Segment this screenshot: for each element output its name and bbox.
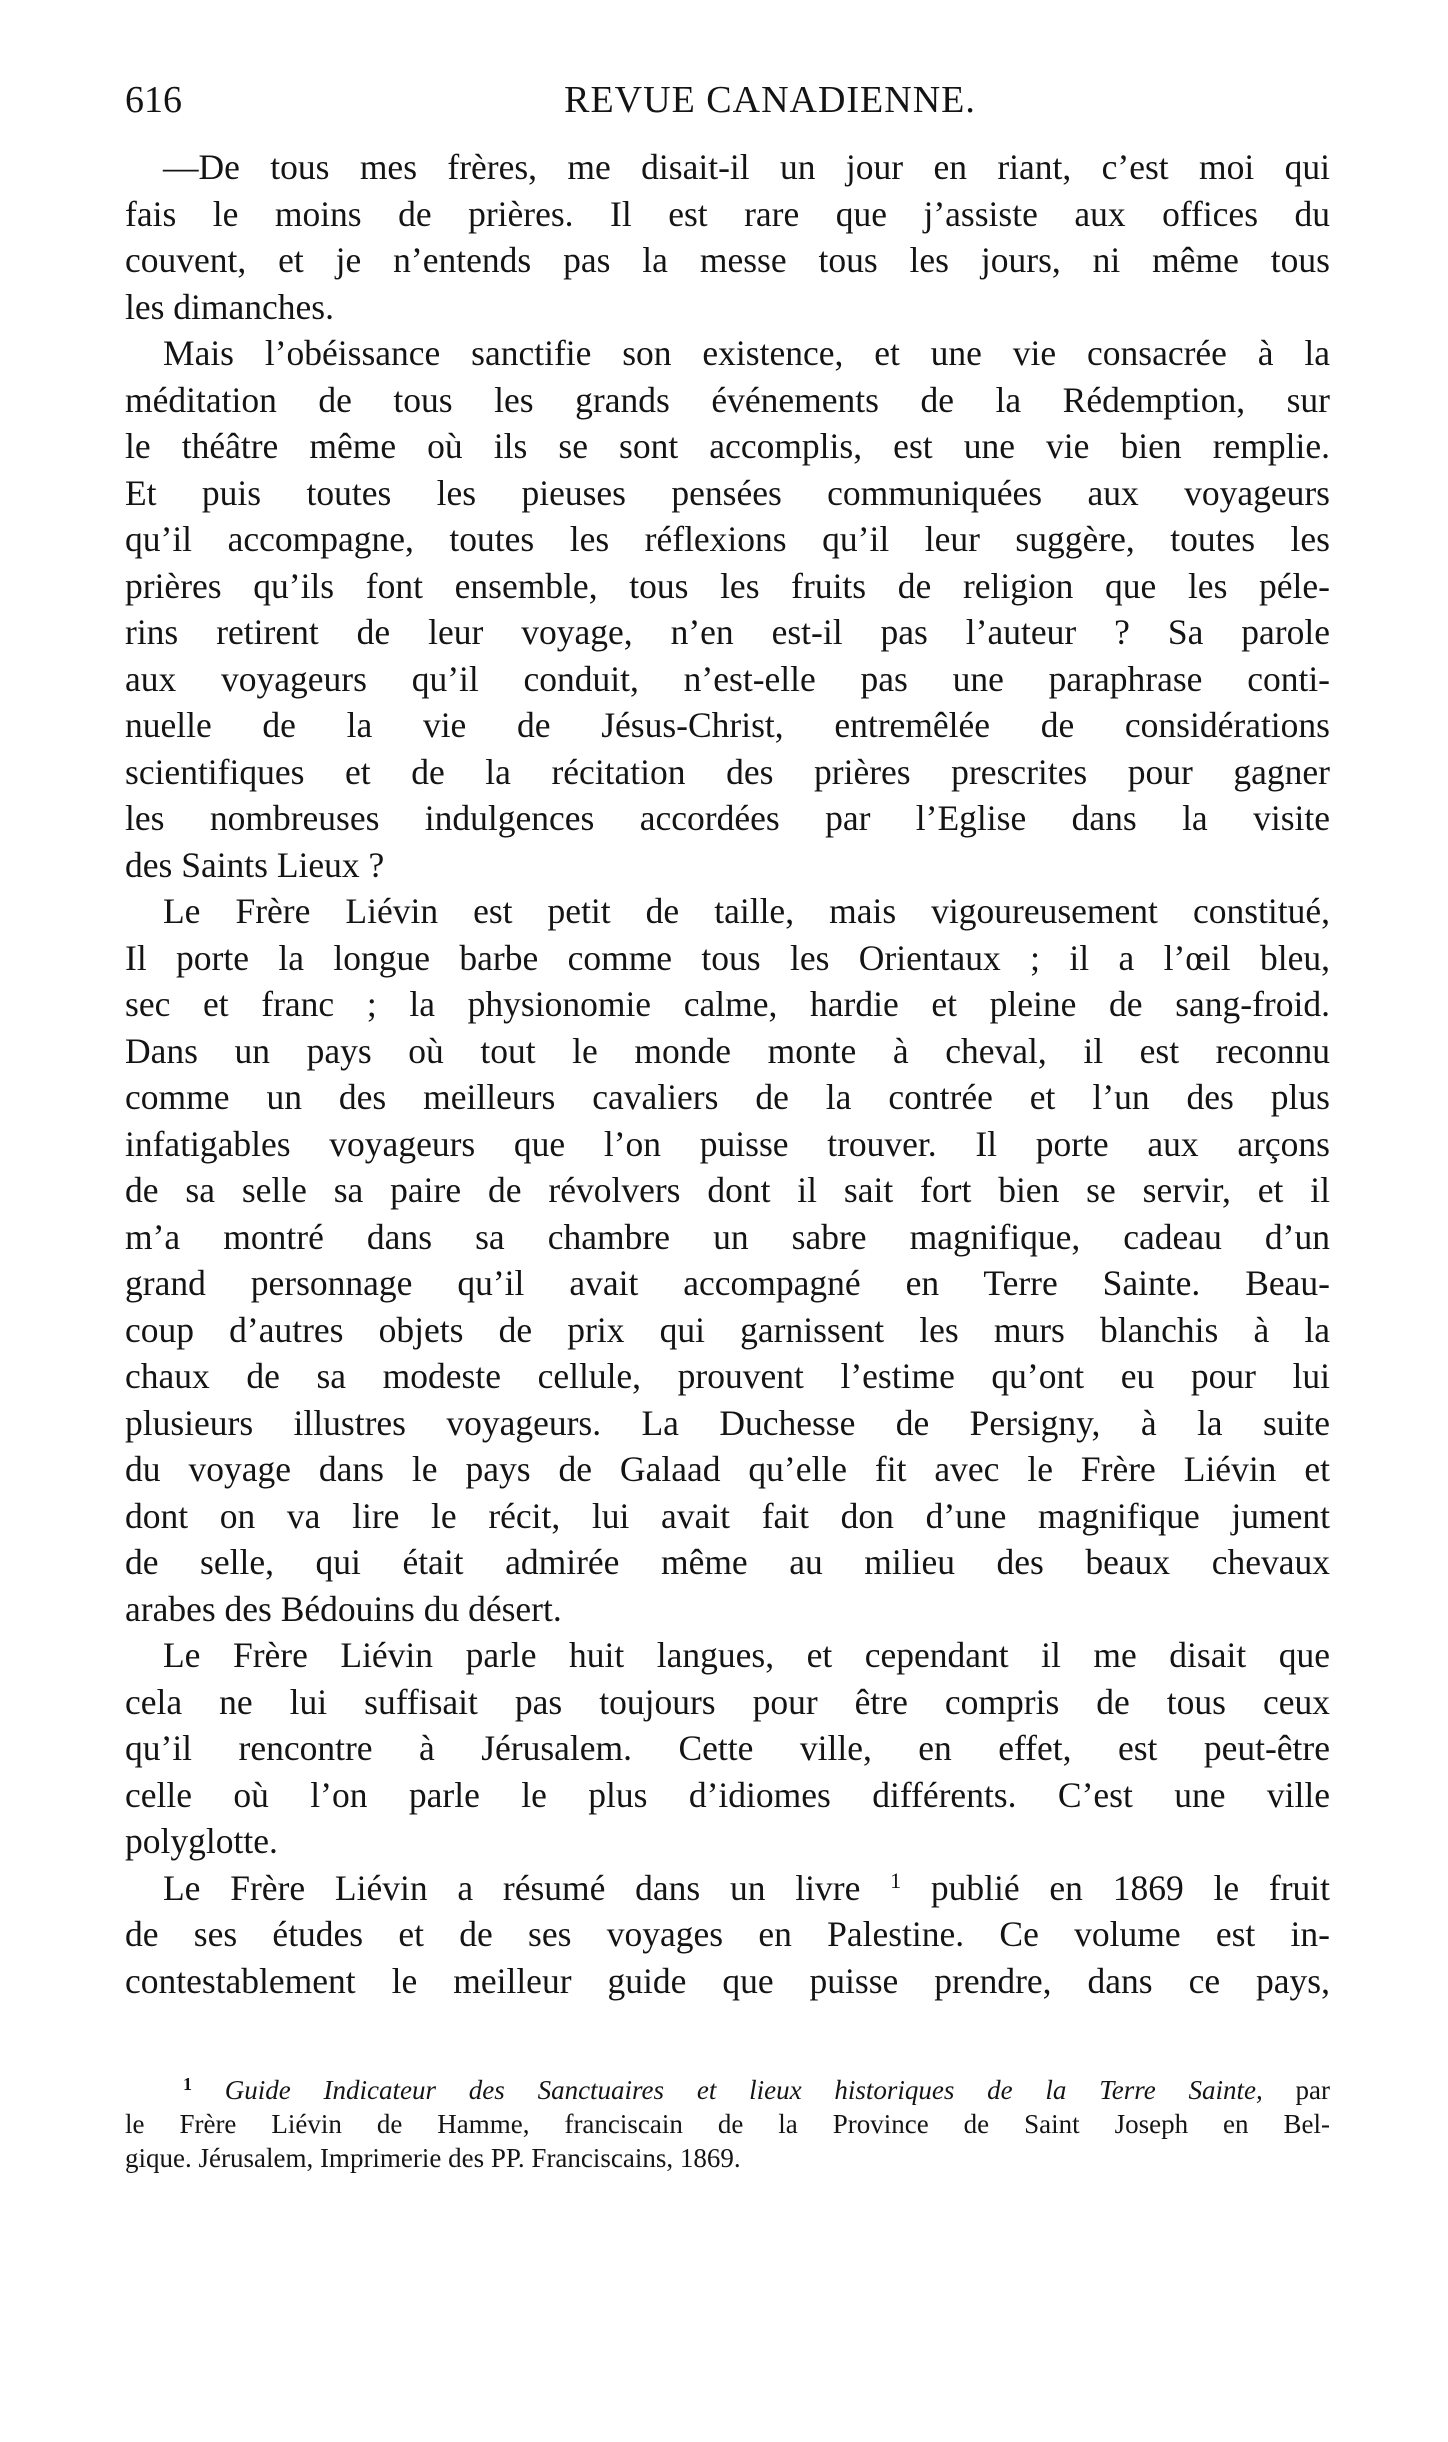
running-head: [125, 70, 1330, 130]
footnote: [125, 2073, 1330, 2175]
text-line: Le Frère Liévin parle huit langues, et cependant il me disait que: [163, 1635, 1330, 1675]
paragraph-2: [125, 330, 1330, 888]
text-line: celle où l’on parle le plus d’idiomes différents. C’est une ville: [125, 1774, 1330, 1815]
text-line: fais le moins de prières. Il est rare que j’assiste aux offices du: [125, 193, 1330, 234]
text-line: les nombreuses indulgences accordées par l’Eglise dans la visite: [125, 798, 1330, 838]
body-text: [125, 144, 1330, 2004]
text-line: Dans un pays où tout le monde monte à cheval, il est reconnu: [125, 1030, 1330, 1071]
text-line-with-footnote-ref: [125, 1865, 1330, 1912]
text-line: Il porte la longue barbe comme tous les Orientaux ; il a l’œil bleu,: [125, 937, 1330, 978]
text-fragment: par: [1262, 2075, 1330, 2105]
footnote-line: gique. Jérusalem, Imprimerie des PP. Franciscains, 1869.: [125, 2143, 741, 2173]
text-line: qu’il rencontre à Jérusalem. Cette ville, en effet, est peut-être: [125, 1728, 1330, 1768]
page-number: 616: [125, 79, 182, 121]
text-line: Le Frère Liévin est petit de taille, mais vigoureusement constitué,: [163, 891, 1330, 931]
text-line: le théâtre même où ils se sont accomplis, est une vie bien remplie.: [125, 426, 1330, 466]
text-line: polyglotte.: [125, 1821, 278, 1861]
text-line: les dimanches.: [125, 286, 334, 327]
paragraph-3: [125, 888, 1330, 1632]
text-line: dont on va lire le récit, lui avait fait don d’une magnifique jument: [125, 1495, 1330, 1536]
text-line: nuelle de la vie de Jésus-Christ, entremêlée de considérations: [125, 705, 1330, 745]
text-fragment: publié en 1869 le fruit: [901, 1867, 1331, 1908]
text-line: Mais l’obéissance sanctifie son existence, et une vie consacrée à la: [163, 333, 1330, 373]
footnote-line: le Frère Liévin de Hamme, franciscain de la Province de Saint Joseph en Bel-: [125, 2109, 1330, 2139]
text-line: prières qu’ils font ensemble, tous les fruits de religion que les péle-: [125, 565, 1330, 606]
text-line: infatigables voyageurs que l’on puisse trouver. Il porte aux arçons: [125, 1123, 1330, 1164]
text-line: contestablement le meilleur guide que puisse prendre, dans ce pays,: [125, 1960, 1330, 2001]
text-line: cela ne lui suffisait pas toujours pour être compris de tous ceux: [125, 1681, 1330, 1722]
text-line: du voyage dans le pays de Galaad qu’elle fit avec le Frère Liévin et: [125, 1449, 1330, 1489]
text-line: —De tous mes frères, me disait-il un jour en riant, c’est moi qui: [163, 147, 1330, 187]
paragraph-4: [125, 1632, 1330, 1865]
text-line: comme un des meilleurs cavaliers de la contrée et l’un des plus: [125, 1077, 1330, 1117]
text-line: sec et franc ; la physionomie calme, hardie et pleine de sang-froid.: [125, 984, 1330, 1024]
text-line: de sa selle sa paire de révolvers dont il sait fort bien se servir, et il: [125, 1170, 1330, 1210]
paragraph-1: [125, 144, 1330, 330]
text-line: grand personnage qu’il avait accompagné en Terre Sainte. Beau-: [125, 1263, 1330, 1303]
text-line: coup d’autres objets de prix qui garnissent les murs blanchis à la: [125, 1309, 1330, 1350]
footnote-reference[interactable]: 1: [890, 1867, 902, 1893]
text-fragment: Le Frère Liévin a résumé dans un livre: [163, 1867, 861, 1908]
footnote-book-title: Guide Indicateur des Sanctuaires et lieux historiques de la Terre Sainte,: [224, 2075, 1263, 2105]
footnote-marker: 1: [183, 2074, 192, 2094]
text-line: Et puis toutes les pieuses pensées communiquées aux voyageurs: [125, 472, 1330, 513]
journal-title: REVUE CANADIENNE.: [564, 79, 976, 121]
text-line: m’a montré dans sa chambre un sabre magnifique, cadeau d’un: [125, 1216, 1330, 1257]
text-line: plusieurs illustres voyageurs. La Duchesse de Persigny, à la suite: [125, 1402, 1330, 1443]
text-line: scientifiques et de la récitation des prières prescrites pour gagner: [125, 751, 1330, 792]
text-line: de selle, qui était admirée même au milieu des beaux chevaux: [125, 1542, 1330, 1582]
footnote-line: [125, 2073, 1330, 2107]
text-line: rins retirent de leur voyage, n’en est-il pas l’auteur ? Sa parole: [125, 612, 1330, 652]
text-line: arabes des Bédouins du désert.: [125, 1588, 562, 1629]
text-line: méditation de tous les grands événements de la Rédemption, sur: [125, 379, 1330, 420]
text-line: de ses études et de ses voyages en Palestine. Ce volume est in-: [125, 1914, 1330, 1954]
text-line: des Saints Lieux ?: [125, 844, 385, 885]
paragraph-5: [125, 1865, 1330, 2005]
text-line: chaux de sa modeste cellule, prouvent l’estime qu’ont eu pour lui: [125, 1356, 1330, 1396]
text-line: qu’il accompagne, toutes les réflexions qu’il leur suggère, toutes les: [125, 519, 1330, 559]
text-line: aux voyageurs qu’il conduit, n’est-elle pas une paraphrase conti-: [125, 658, 1330, 699]
text-line: couvent, et je n’entends pas la messe tous les jours, ni même tous: [125, 240, 1330, 280]
